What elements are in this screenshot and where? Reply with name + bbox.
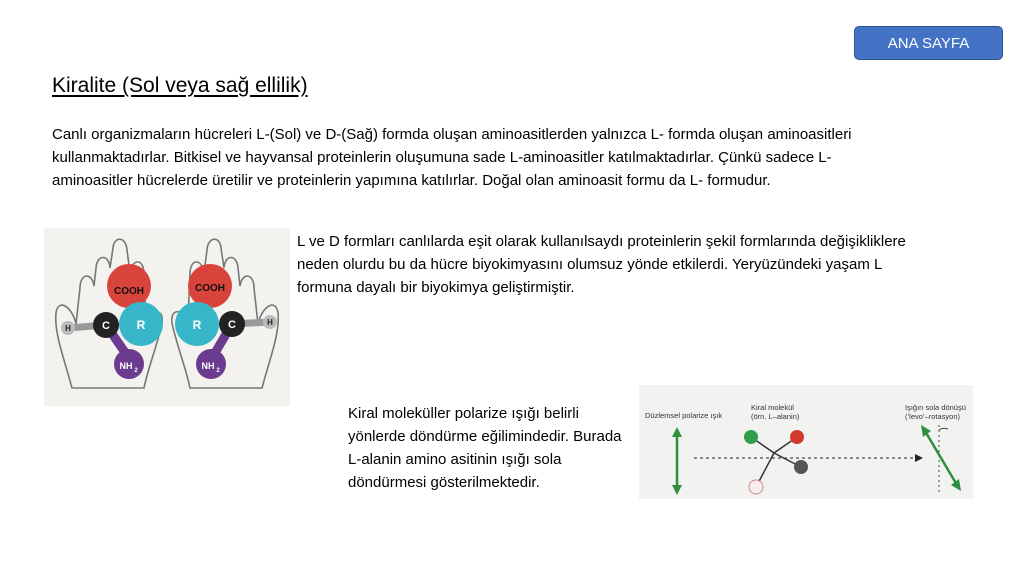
right-r-label: R [192,318,202,332]
polarized-light-image [639,385,973,499]
molecule-gray-atom [794,460,808,474]
left-cooh-label: COOH [114,286,144,297]
right-h-label: H [267,318,273,327]
chiral-molecule-label-line2: (örn. L–alanin) [751,412,800,421]
right-nh2-label: NH [201,361,215,371]
home-button[interactable]: ANA SAYFA [854,26,1003,60]
molecule-red-atom [790,430,804,444]
levo-rotation-label-line2: (’levo’–rotasyon) [905,412,961,421]
left-c-label: C [102,320,110,332]
molecule-green-atom [744,430,758,444]
left-r-label: R [136,318,146,332]
polarized-light-label: Düzlemsel polarize ışık [645,411,723,420]
chiral-rotation-paragraph: Kiral moleküller polarize ışığı belirli yönlerde döndürme eğilimindedir. Burada L-alanin amino asitinin ışığı sola döndürmesi gösterilmektedir. [348,405,622,491]
right-cooh-label: COOH [195,283,225,294]
page-title: Kiralite (Sol veya sağ ellilik) [52,74,308,97]
left-h-label: H [65,324,71,333]
molecule-white-atom [749,480,763,494]
right-nh2-subscript: 2 [216,368,220,374]
right-c-label: C [228,319,236,331]
left-nh2-label: NH [119,361,133,371]
intro-paragraph: Canlı organizmaların hücreleri L-(Sol) ve D-(Sağ) formda oluşan aminoasitlerden yalnızca L- formda oluşan aminoasitleri kullanmaktadırlar. Bitkisel ve hayvansal proteinlerin oluşumuna sade L-aminoasitler katılmaktadırlar. Çünkü sadece L- aminoasitler hücrelerde üretilir ve proteinlerin yapımına katılırlar. Doğal olan aminoasit formu da L- formudur. [52,126,852,189]
chiral-molecule-label-line1: Kiral molekül [751,403,794,412]
left-nh2-subscript: 2 [134,368,138,374]
chiral-hands-image [44,228,290,406]
levo-rotation-label-line1: Işığın sola dönüşü [905,403,966,412]
ld-forms-paragraph: L ve D formları canlılarda eşit olarak kullanılsaydı proteinlerin şekil formlarında değişikliklere neden olurdu bu da hücre biyokimyasını olumsuz yönde etkilerdi. Yeryüzündeki yaşam L formuna dayalı bir biyokimya geliştirmiştir. [297,233,906,296]
